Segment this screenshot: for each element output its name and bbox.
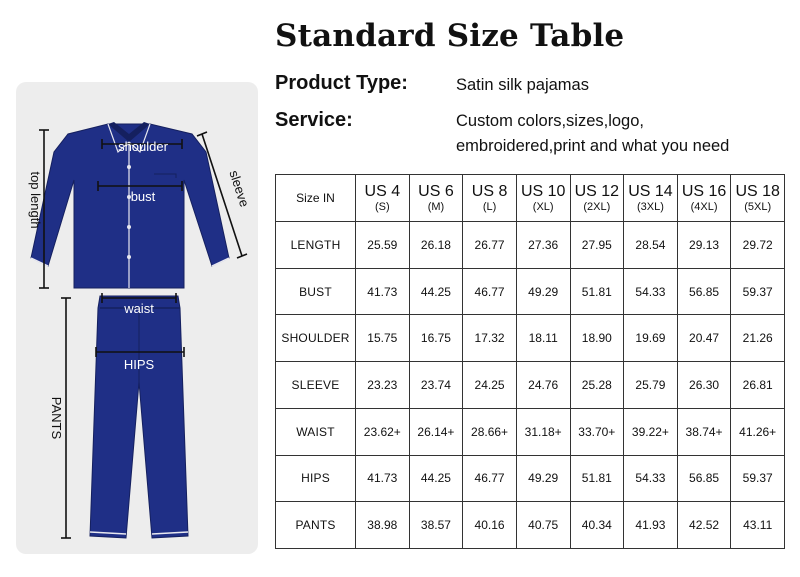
service-line-2: embroidered,print and what you need	[456, 137, 730, 155]
table-cell: 21.26	[731, 315, 785, 362]
row-label: LENGTH	[276, 222, 356, 269]
table-header-row	[276, 175, 785, 222]
table-cell: 15.75	[356, 315, 410, 362]
table-cell: 56.85	[677, 268, 731, 315]
table-cell: 24.76	[516, 362, 570, 409]
table-cell: 26.14+	[409, 408, 463, 455]
label-bust: bust	[130, 189, 156, 204]
pajama-diagram	[16, 82, 258, 554]
table-cell: 38.74+	[677, 408, 731, 455]
row-label: BUST	[276, 268, 356, 315]
table-cell: 27.36	[516, 222, 570, 269]
table-cell: 25.79	[624, 362, 678, 409]
table-cell: 41.26+	[731, 408, 785, 455]
column-header: US 8 (L)	[463, 175, 517, 222]
label-hips: HIPS	[123, 357, 155, 372]
column-header: US 16 (4XL)	[677, 175, 731, 222]
table-cell: 26.81	[731, 362, 785, 409]
column-header: US 14 (3XL)	[624, 175, 678, 222]
table-cell: 40.16	[463, 502, 517, 549]
table-row-sleeve	[276, 362, 785, 409]
column-header: US 6 (M)	[409, 175, 463, 222]
table-cell: 51.81	[570, 268, 624, 315]
table-cell: 54.33	[624, 268, 678, 315]
table-cell: 38.98	[356, 502, 410, 549]
table-cell: 59.37	[731, 455, 785, 502]
pajama-pants-image	[90, 296, 188, 538]
table-cell: 26.77	[463, 222, 517, 269]
table-cell: 29.13	[677, 222, 731, 269]
row-label: PANTS	[276, 502, 356, 549]
table-cell: 28.54	[624, 222, 678, 269]
service-line-1: Custom colors,sizes,logo,	[456, 112, 644, 130]
row-label: HIPS	[276, 455, 356, 502]
table-cell: 23.62+	[356, 408, 410, 455]
table-cell: 28.66+	[463, 408, 517, 455]
table-cell: 17.32	[463, 315, 517, 362]
label-sleeve: sleeve	[226, 168, 253, 209]
size-table	[275, 174, 785, 549]
table-cell: 41.93	[624, 502, 678, 549]
table-cell: 24.25	[463, 362, 517, 409]
row-label: SLEEVE	[276, 362, 356, 409]
table-cell: 16.75	[409, 315, 463, 362]
table-cell: 49.29	[516, 268, 570, 315]
table-cell: 40.34	[570, 502, 624, 549]
table-cell: 39.22+	[624, 408, 678, 455]
table-cell: 31.18+	[516, 408, 570, 455]
service-label: Service:	[275, 109, 353, 131]
table-cell: 33.70+	[570, 408, 624, 455]
table-cell: 42.52	[677, 502, 731, 549]
table-cell: 46.77	[463, 268, 517, 315]
table-cell: 59.37	[731, 268, 785, 315]
table-cell: 19.69	[624, 315, 678, 362]
table-cell: 49.29	[516, 455, 570, 502]
table-cell: 26.18	[409, 222, 463, 269]
label-waist: waist	[124, 301, 154, 316]
service-value	[456, 109, 729, 159]
column-header: US 12 (2XL)	[570, 175, 624, 222]
table-cell: 38.57	[409, 502, 463, 549]
table-cell: 43.11	[731, 502, 785, 549]
table-cell: 18.90	[570, 315, 624, 362]
table-row-hips	[276, 455, 785, 502]
table-corner-cell: Size IN	[276, 175, 356, 222]
table-row-waist	[276, 408, 785, 455]
table-cell: 25.28	[570, 362, 624, 409]
garment-diagram-panel	[16, 82, 258, 554]
table-cell: 20.47	[677, 315, 731, 362]
table-cell: 41.73	[356, 268, 410, 315]
product-type-value: Satin silk pajamas	[456, 76, 589, 94]
table-cell: 46.77	[463, 455, 517, 502]
column-header: US 18 (5XL)	[731, 175, 785, 222]
table-cell: 51.81	[570, 455, 624, 502]
table-cell: 26.30	[677, 362, 731, 409]
table-cell: 41.73	[356, 455, 410, 502]
table-cell: 54.33	[624, 455, 678, 502]
table-row-shoulder	[276, 315, 785, 362]
table-cell: 18.11	[516, 315, 570, 362]
table-cell: 27.95	[570, 222, 624, 269]
row-label: WAIST	[276, 408, 356, 455]
label-pants: PANTS	[49, 396, 64, 440]
table-cell: 29.72	[731, 222, 785, 269]
product-type-label: Product Type:	[275, 72, 408, 94]
table-cell: 44.25	[409, 455, 463, 502]
table-row-pants	[276, 502, 785, 549]
label-shoulder: shoulder	[118, 139, 168, 154]
column-header: US 4 (S)	[356, 175, 410, 222]
table-cell: 23.23	[356, 362, 410, 409]
column-header: US 10 (XL)	[516, 175, 570, 222]
row-label: SHOULDER	[276, 315, 356, 362]
page-title: Standard Size Table	[275, 18, 625, 54]
table-row-bust	[276, 268, 785, 315]
table-cell: 23.74	[409, 362, 463, 409]
table-row-length	[276, 222, 785, 269]
table-cell: 40.75	[516, 502, 570, 549]
label-top-length: top length	[28, 171, 43, 229]
table-cell: 25.59	[356, 222, 410, 269]
table-cell: 44.25	[409, 268, 463, 315]
table-cell: 56.85	[677, 455, 731, 502]
